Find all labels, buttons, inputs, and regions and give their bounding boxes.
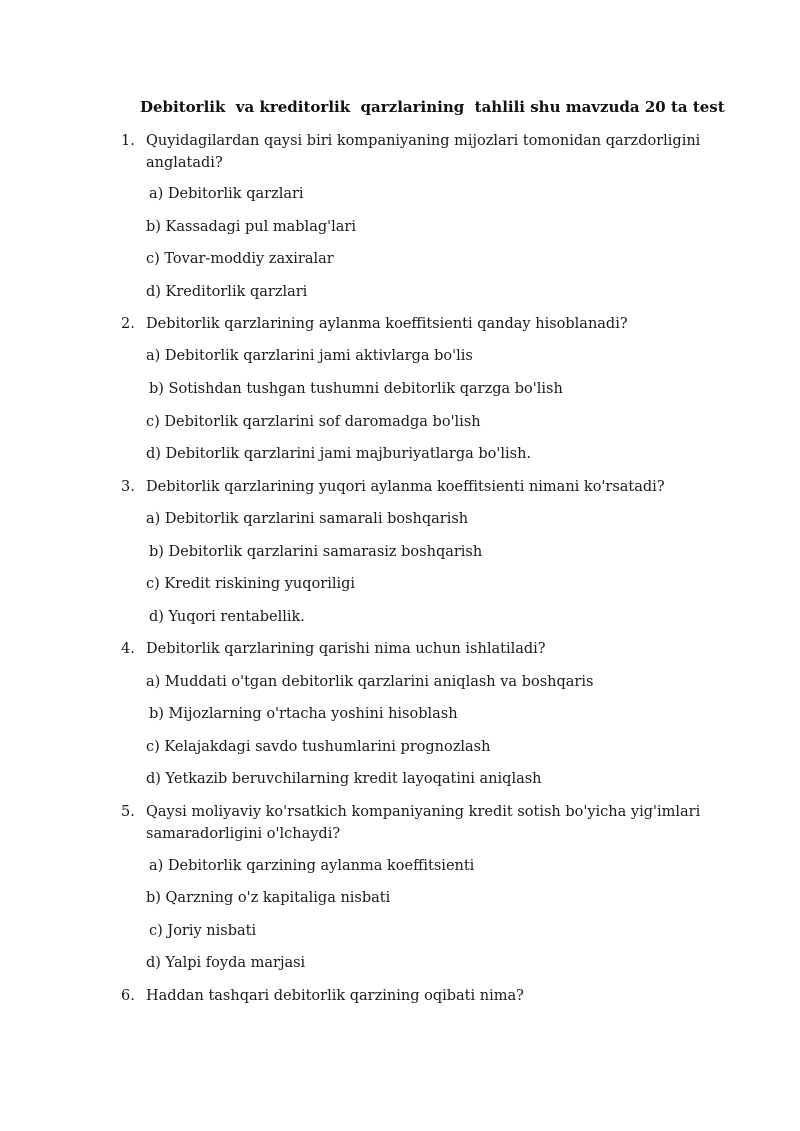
- question-text: Debitorlik qarzlarining yuqori aylanma koeffitsienti nimani ko'rsatadi?: [146, 479, 665, 495]
- document-title: Debitorlik va kreditorlik qarzlarining tahlili shu mavzuda 20 ta test: [140, 98, 725, 116]
- question-text: Qaysi moliyaviy ko'rsatkich kompaniyaning kredit sotish bo'yicha yig'imlari samaradorligini o'lchaydi?: [146, 804, 701, 842]
- answer-option: b) Qarzning o'z kapitaliga nisbati: [146, 890, 391, 906]
- answer-option: d) Yetkazib beruvchilarning kredit layoqatini aniqlash: [146, 771, 542, 787]
- question-text: Debitorlik qarzlarining qarishi nima uchun ishlatiladi?: [146, 641, 546, 657]
- answer-option: d) Yuqori rentabellik.: [149, 609, 305, 625]
- answer-option: c) Joriy nisbati: [149, 923, 257, 939]
- question-number: 1.: [121, 133, 135, 149]
- answer-option: a) Debitorlik qarzlarini samarali boshqarish: [146, 511, 469, 527]
- question-text: Debitorlik qarzlarining aylanma koeffitsienti qanday hisoblanadi?: [146, 316, 628, 332]
- answer-option: c) Tovar-moddiy zaxiralar: [146, 251, 334, 267]
- answer-option: d) Yalpi foyda marjasi: [146, 955, 306, 971]
- question-number: 4.: [121, 641, 135, 657]
- answer-option: a) Debitorlik qarzlari: [149, 186, 304, 202]
- question-text: Quyidagilardan qaysi biri kompaniyaning mijozlari tomonidan qarzdorligini anglatadi?: [146, 133, 701, 171]
- answer-option: d) Kreditorlik qarzlari: [146, 284, 308, 300]
- answer-option: a) Debitorlik qarzlarini jami aktivlarga bo'lis: [146, 348, 473, 364]
- answer-option: a) Debitorlik qarzining aylanma koeffitsienti: [149, 858, 475, 874]
- question-text: Haddan tashqari debitorlik qarzining oqibati nima?: [146, 988, 524, 1004]
- answer-option: a) Muddati o'tgan debitorlik qarzlarini aniqlash va boshqaris: [146, 674, 594, 690]
- question-number: 2.: [121, 316, 135, 332]
- answer-option: c) Debitorlik qarzlarini sof daromadga bo'lish: [146, 414, 481, 430]
- question-number: 5.: [121, 804, 135, 820]
- answer-option: c) Kelajakdagi savdo tushumlarini prognozlash: [146, 739, 491, 755]
- answer-option: b) Debitorlik qarzlarini samarasiz boshqarish: [149, 544, 483, 560]
- answer-option: b) Mijozlarning o'rtacha yoshini hisoblash: [149, 706, 458, 722]
- answer-option: b) Kassadagi pul mablag'lari: [146, 219, 356, 235]
- answer-option: c) Kredit riskining yuqoriligi: [146, 576, 356, 592]
- answer-option: d) Debitorlik qarzlarini jami majburiyatlarga bo'lish.: [146, 446, 532, 462]
- question-number: 3.: [121, 479, 135, 495]
- answer-option: b) Sotishdan tushgan tushumni debitorlik qarzga bo'lish: [149, 381, 563, 397]
- question-number: 6.: [121, 988, 135, 1004]
